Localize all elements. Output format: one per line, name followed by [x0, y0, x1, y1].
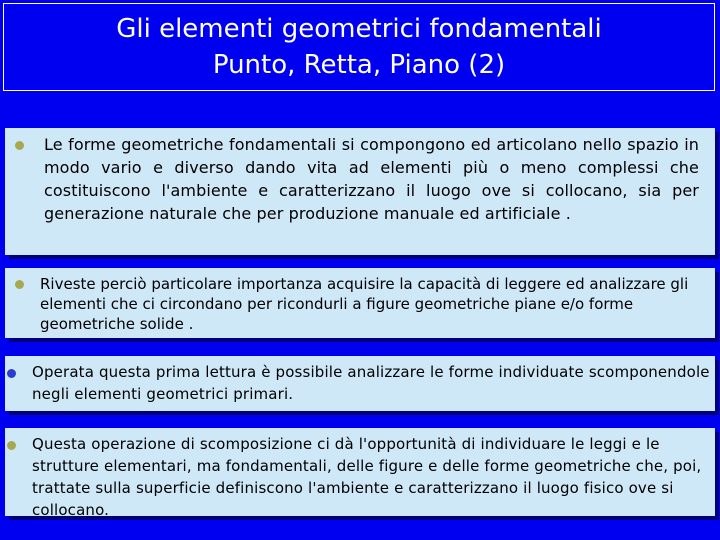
bullet-panel-2: [5, 268, 715, 338]
bullet-text-2: Riveste perciò particolare importanza acquisire la capacità di leggere ed analizzare gli elementi che ci circondano per ricondurli a figure geometriche piane e/o forme geometriche solide .: [40, 275, 689, 333]
bullet-dot-icon: [15, 141, 24, 150]
slide-title: [3, 3, 715, 91]
bullet-text-4: Questa operazione di scomposizione ci dà l'opportunità di individuare le leggi e le strutture elementari, ma fondamentali, delle figure e delle forme geometriche che, poi, trattate sulla superficie definiscono l'ambiente e caratterizzano il luogo fisico ove si collocano.: [32, 435, 702, 519]
bullet-text-1: Le forme geometriche fondamentali si compongono ed articolano nello spazio in modo vario e diverso dando vita ad elementi più o meno complessi che costituiscono l'ambiente e caratterizzano il luogo ove si collocano, sia per generazione naturale che per produzione manuale ed artificiale .: [44, 135, 699, 223]
bullet-dot-icon: [7, 441, 16, 450]
title-line-1: Gli elementi geometrici fondamentali: [116, 14, 602, 44]
bullet-text-3: Operata questa prima lettura è possibile analizzare le forme individuate scomponendole negli elementi geometrici primari.: [32, 363, 710, 403]
bullet-panel-1: [5, 128, 715, 255]
title-line-2: Punto, Retta, Piano (2): [212, 50, 506, 80]
bullet-panel-3: [5, 356, 715, 411]
bullet-dot-icon: [15, 280, 24, 289]
bullet-panel-4: [5, 428, 715, 519]
bullet-dot-icon: [7, 369, 16, 378]
